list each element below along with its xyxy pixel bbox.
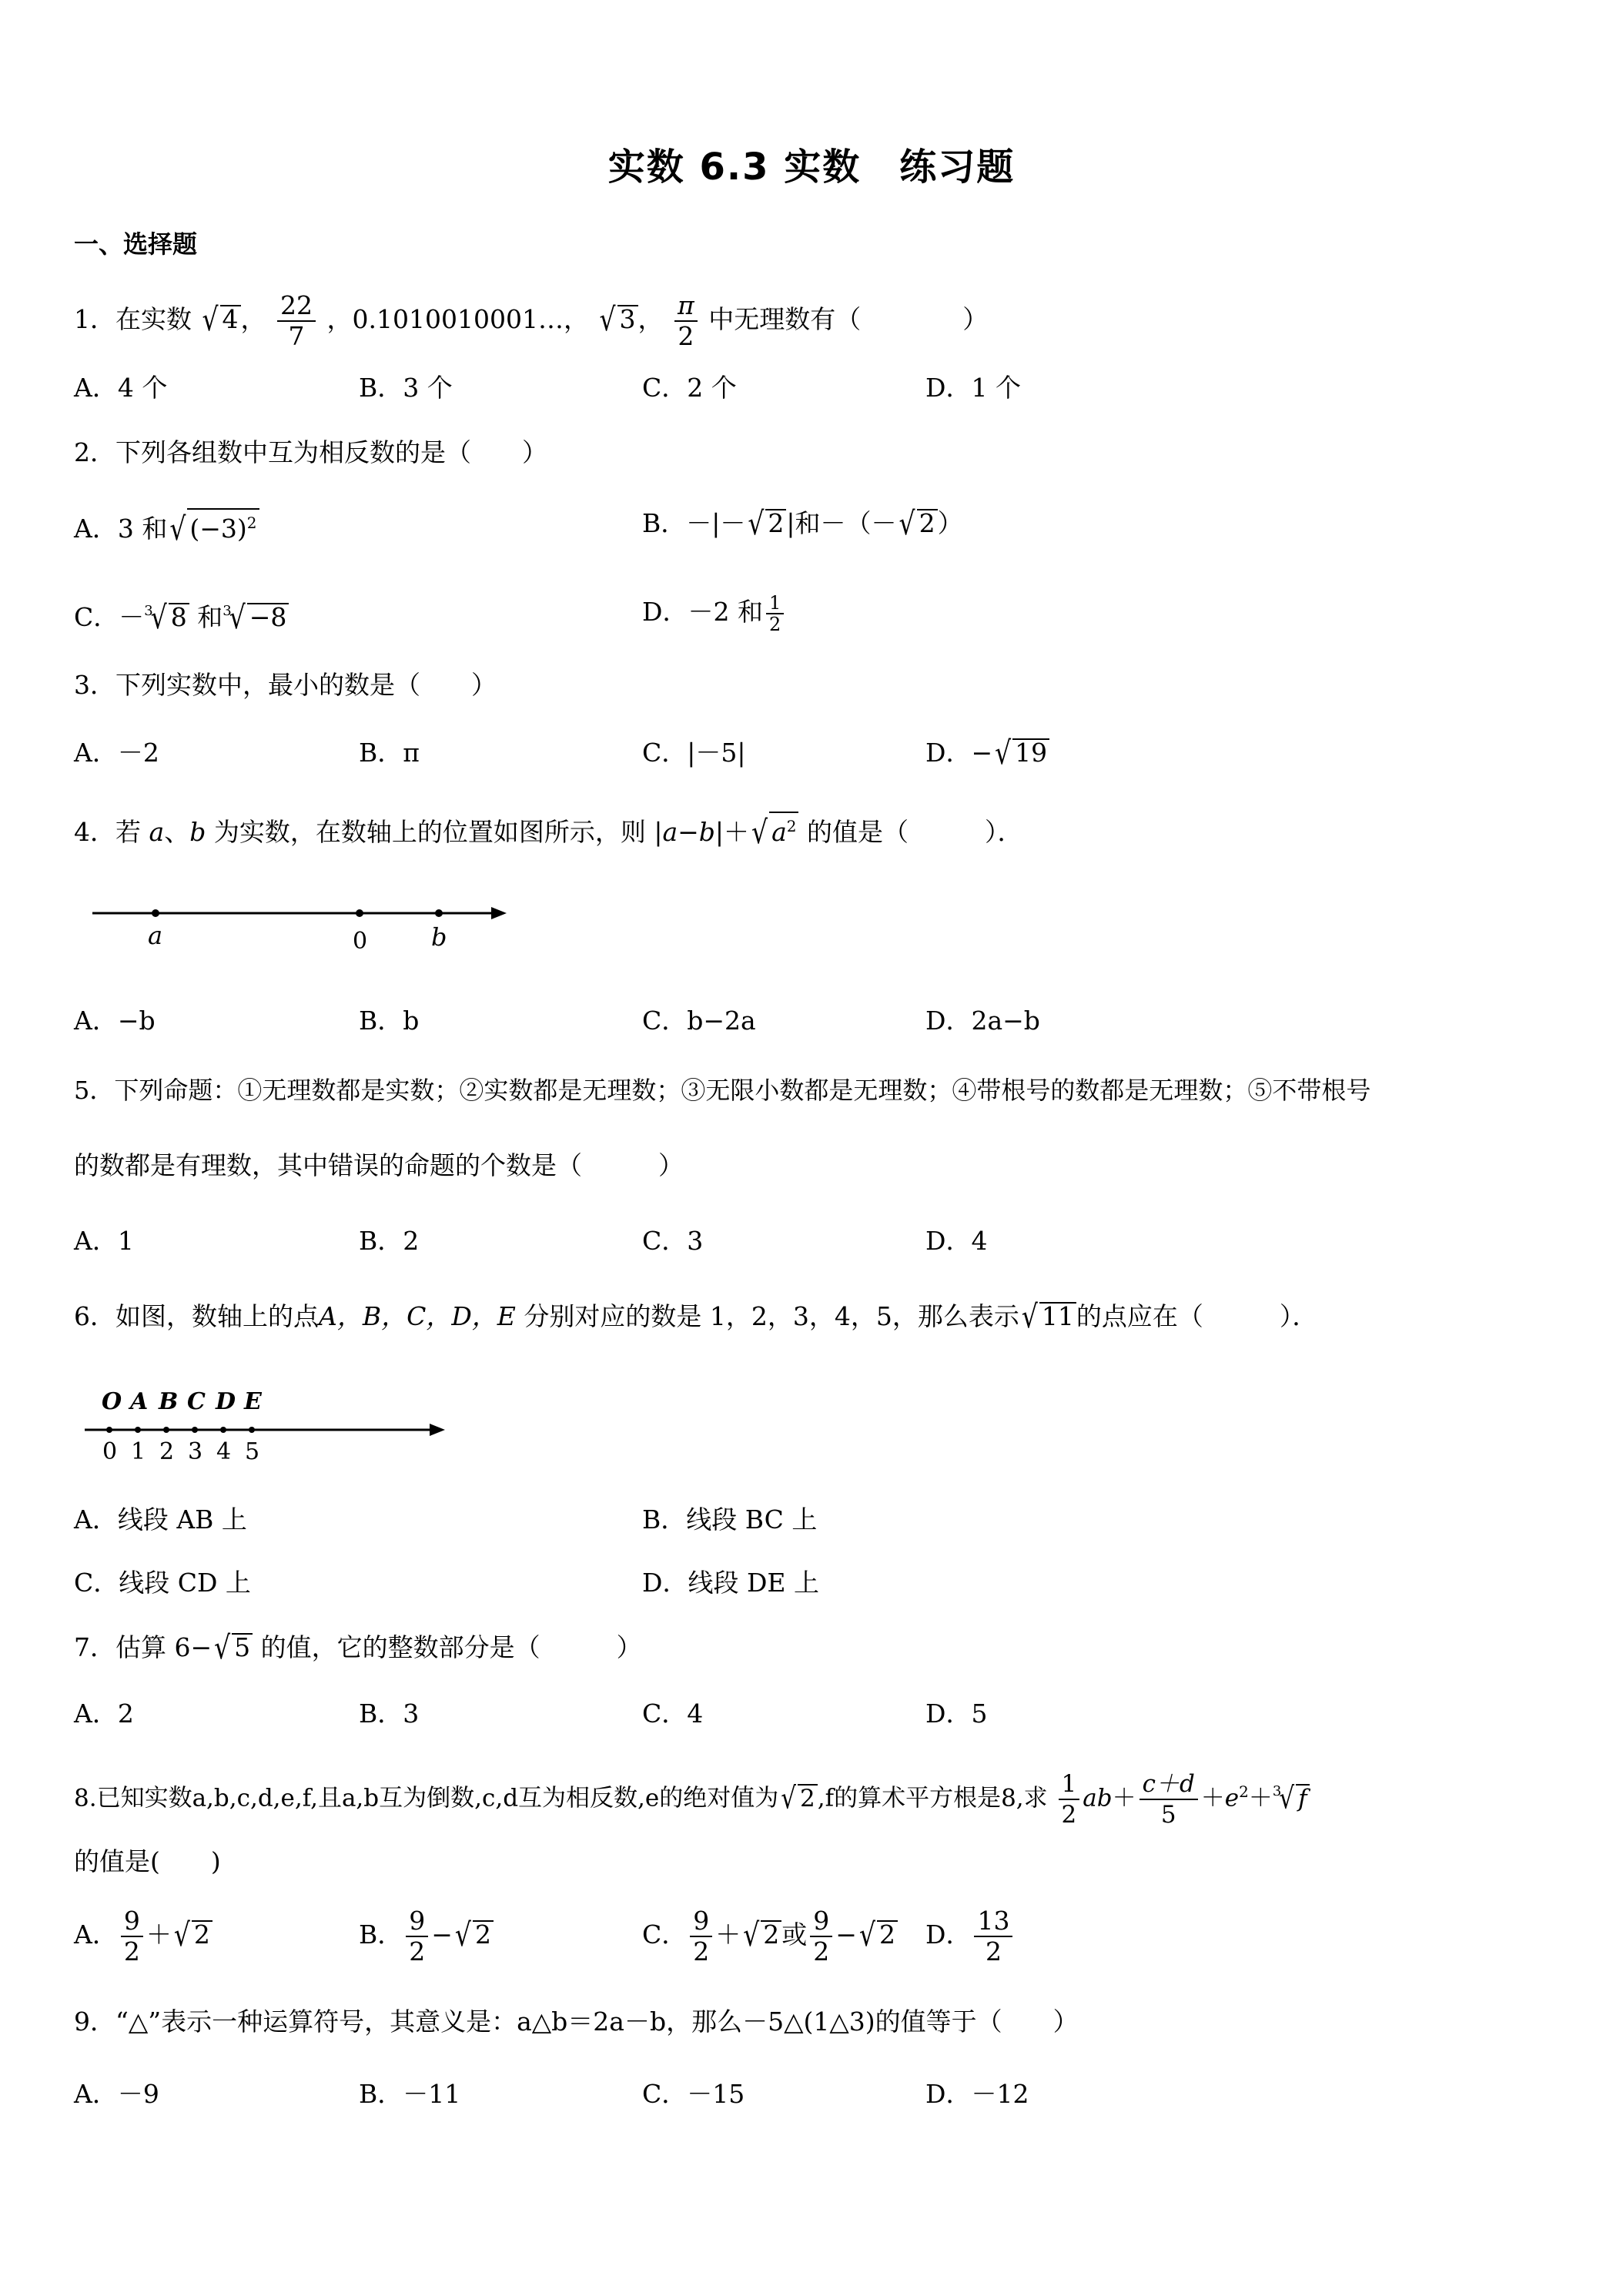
q1-option-a[interactable]: A．4 个 (74, 373, 168, 403)
question-8-line-2: 的值是( ) (74, 1846, 221, 1876)
q3-option-a[interactable]: A．－2 (74, 738, 159, 768)
question-5-line-2: 的数都是有理数，其中错误的命题的个数是（ ） (74, 1150, 684, 1180)
axis-letter-B: B (159, 1388, 179, 1415)
axis-letter-C: C (187, 1388, 206, 1415)
question-6: 6．如图，数轴上的点A，B，C，D，E 分别对应的数是 1，2，3，4，5，那么表示√ 11的点应在（ ）． (74, 1297, 1318, 1335)
q6-option-b[interactable]: B．线段 BC 上 (642, 1504, 818, 1535)
q5-option-c[interactable]: C．3 (642, 1226, 704, 1256)
axis-number-1: 1 (131, 1438, 146, 1465)
q4-option-d[interactable]: D．2a−b (925, 1006, 1040, 1036)
q5-option-a[interactable]: A．1 (74, 1226, 134, 1256)
number-line-figure-1 (85, 893, 516, 955)
q1-option-c[interactable]: C．2 个 (642, 373, 737, 403)
q2-option-b[interactable]: B．－|－√ 2|和－（－√ 2） (642, 504, 963, 542)
axis-tick-4 (220, 1427, 226, 1433)
axis-tick-5 (249, 1427, 255, 1433)
question-2: 2．下列各组数中互为相反数的是（ ） (74, 437, 547, 467)
q9-option-c[interactable]: C．－15 (642, 2079, 745, 2109)
axis-label-0: 0 (353, 928, 368, 955)
question-4: 4．若 a、b 为实数，在数轴上的位置如图所示，则 |a−b|＋√ $a^2$ 的值是（ ）． (74, 813, 1023, 851)
q7-option-d[interactable]: D．5 (925, 1699, 988, 1729)
axis-label-b: b (431, 922, 447, 952)
q9-option-d[interactable]: D．－12 (925, 2079, 1029, 2109)
q4-option-a[interactable]: A．−b (74, 1006, 156, 1036)
number-line-figure-2 (77, 1378, 462, 1471)
question-1: 1．在实数 √ 4， $\frac{22}{7}$ ，0.1010010001…， √ 3， $\frac{\pi}{2}$ 中无理数有（ ） (74, 290, 989, 351)
axis-tick-0 (106, 1427, 112, 1433)
q7-option-a[interactable]: A．2 (74, 1699, 134, 1729)
q1-option-d[interactable]: D．1 个 (925, 373, 1021, 403)
q6-option-c[interactable]: C．线段 CD 上 (74, 1568, 251, 1598)
q2-option-d[interactable]: D．－2 和 $\frac{1}{2}$ (642, 593, 787, 634)
q4-option-c[interactable]: C．b−2a (642, 1006, 756, 1036)
q5-option-b[interactable]: B．2 (359, 1226, 420, 1256)
q8-option-d[interactable]: D． $\frac{13}{2}$ (925, 1906, 1016, 1966)
axis-tick-1 (135, 1427, 141, 1433)
axis-letter-E: E (244, 1388, 262, 1415)
q2-option-a[interactable]: A．3 和√ $(-3)^2$ (74, 508, 259, 544)
q7-option-c[interactable]: C．4 (642, 1699, 704, 1729)
axis-letter-A: A (130, 1388, 149, 1415)
q3-option-b[interactable]: B．π (359, 738, 420, 768)
q8-option-b[interactable]: B． $\frac{9}{2}$ −√ 2 (359, 1906, 494, 1966)
axis-number-0: 0 (102, 1438, 118, 1465)
axis-number-5: 5 (245, 1438, 260, 1465)
axis-number-4: 4 (216, 1438, 232, 1465)
axis-tick-2 (163, 1427, 169, 1433)
question-9: 9．“△”表示一种运算符号，其意义是：a△b＝2a－b，那么－5△(1△3)的值等于（ ） (74, 2006, 1079, 2037)
q8-option-a[interactable]: A． $\frac{9}{2}$ ＋√ 2 (74, 1906, 212, 1966)
q3-option-d[interactable]: D．−√ 19 (925, 738, 1049, 768)
q7-option-b[interactable]: B．3 (359, 1699, 420, 1729)
q1-option-b[interactable]: B．3 个 (359, 373, 453, 403)
q6-option-d[interactable]: D．线段 DE 上 (642, 1568, 819, 1598)
section-heading: 一、选择题 (74, 229, 198, 259)
q9-option-b[interactable]: B．－11 (359, 2079, 461, 2109)
page-title: 实数 6.3 实数 练习题 (607, 146, 1016, 189)
axis-letter-D: D (216, 1388, 236, 1415)
q9-option-a[interactable]: A．－9 (74, 2079, 159, 2109)
q5-option-d[interactable]: D．4 (925, 1226, 988, 1256)
q2-option-c[interactable]: C．－$^3$√ 8 和$^3$√ −8 (74, 596, 289, 633)
question-5-line-1: 5．下列命题：①无理数都是实数；②实数都是无理数；③无限小数都是无理数；④带根号的数都是无理数；⑤不带根号 (74, 1076, 1371, 1105)
q8-option-c[interactable]: C． $\frac{9}{2}$ ＋√ 2或 $\frac{9}{2}$ −√ 2 (642, 1906, 898, 1966)
q4-option-b[interactable]: B．b (359, 1006, 420, 1036)
axis-label-a: a (148, 921, 163, 950)
question-8: 8.已知实数a,b,c,d,e,f,且a,b互为倒数,c,d互为相反数,e的绝对值为√ 2,f的算术平方根是8,求 $\frac{1}{2}$ ab＋ $\frac{c+d}{5}$ $+e^2+^3√$ f (74, 1769, 1310, 1829)
question-3: 3．下列实数中，最小的数是（ ） (74, 670, 497, 700)
axis-letter-O: O (102, 1388, 122, 1415)
q6-option-a[interactable]: A．线段 AB 上 (74, 1504, 247, 1535)
axis-number-2: 2 (159, 1438, 175, 1465)
question-7: 7．估算 6−√ 5 的值，它的整数部分是（ ） (74, 1628, 642, 1666)
axis-tick-3 (192, 1427, 198, 1433)
axis-number-3: 3 (188, 1438, 203, 1465)
q3-option-c[interactable]: C．|－5| (642, 738, 746, 768)
